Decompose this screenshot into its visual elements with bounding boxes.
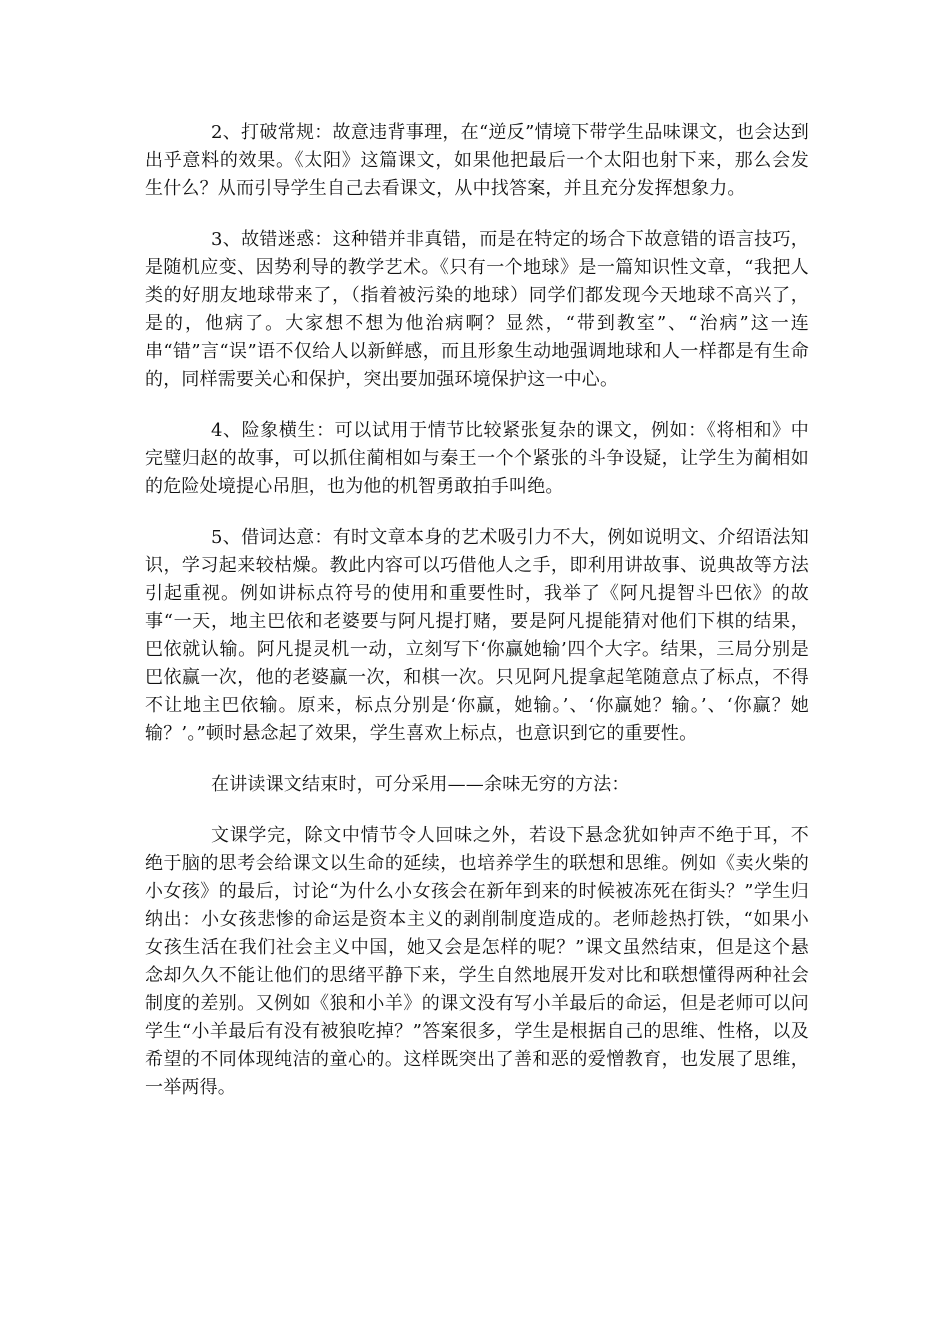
document-body: [145, 119, 809, 1125]
paragraph-point-2: 2、打破常规：故意违背事理，在“逆反”情境下带学生品味课文，也会达到出乎意料的效果。《太阳》这篇课文，如果他把最后一个太阳也射下来，那么会发生什么？从而引导学生自己去看课文，从中找答案，并且充分发挥想象力。: [145, 122, 809, 199]
paragraph-point-4: 4、险象横生：可以试用于情节比较紧张复杂的课文，例如：《将相和》中完璧归赵的故事，可以抓住蔺相如与秦王一个个紧张的斗争设疑，让学生为蔺相如的危险处境提心吊胆，也为他的机智勇敢拍手叫绝。: [145, 420, 809, 497]
paragraph-point-5: 5、借词达意：有时文章本身的艺术吸引力不大，例如说明文、介绍语法知识，学习起来较枯燥。教此内容可以巧借他人之手，即利用讲故事、说典故等方法引起重视。例如讲标点符号的使用和重要性时，我举了《阿凡提智斗巴依》的故事“一天，地主巴依和老婆要与阿凡提打赌，要是阿凡提能猜对他们下棋的结果，巴依就认输。阿凡提灵机一动，立刻写下‘你赢她输’四个大字。结果，三局分别是巴依赢一次，他的老婆赢一次，和棋一次。只见阿凡提拿起笔随意点了标点，不得不让地主巴依输。原来，标点分别是‘你赢，她输。’、‘你赢她？输。’、‘你赢？她输？’。”顿时悬念起了效果，学生喜欢上标点，也意识到它的重要性。: [145, 527, 809, 744]
paragraph-ending-intro: 在讲读课文结束时，可分采用——余味无穷的方法：: [211, 774, 630, 795]
paragraph-point-3: 3、故错迷惑：这种错并非真错，而是在特定的场合下故意错的语言技巧，是随机应变、因势利导的教学艺术。《只有一个地球》是一篇知识性文章，“我把人类的好朋友地球带来了，（指着被污染的地球）同学们都发现今天地球不高兴了，是的，他病了。大家想不想为他治病啊？显然，“带到教室”、“治病”这一连串“错”言“误”语不仅给人以新鲜感，而且形象生动地强调地球和人一样都是有生命的，同样需要关心和保护，突出要加强环境保护这一中心。: [145, 229, 809, 390]
paragraph-ending-method: 文课学完，除文中情节令人回味之外，若设下悬念犹如钟声不绝于耳，不绝于脑的思考会给课文以生命的延续，也培养学生的联想和思维。例如《卖火柴的小女孩》的最后，讨论“为什么小女孩会在新年到来的时候被冻死在街头？”学生归纳出：小女孩悲惨的命运是资本主义的剥削制度造成的。老师趁热打铁，“如果小女孩生活在我们社会主义中国，她又会是怎样的呢？”课文虽然结束，但是这个悬念却久久不能让他们的思绪平静下来，学生自然地展开发对比和联想懂得两种社会制度的差别。又例如《狼和小羊》的课文没有写小羊最后的命运，但是老师可以问学生“小羊最后有没有被狼吃掉？”答案很多，学生是根据自己的思维、性格，以及希望的不同体现纯洁的童心的。这样既突出了善和恶的爱憎教育，也发展了思维，一举两得。: [145, 825, 809, 1098]
